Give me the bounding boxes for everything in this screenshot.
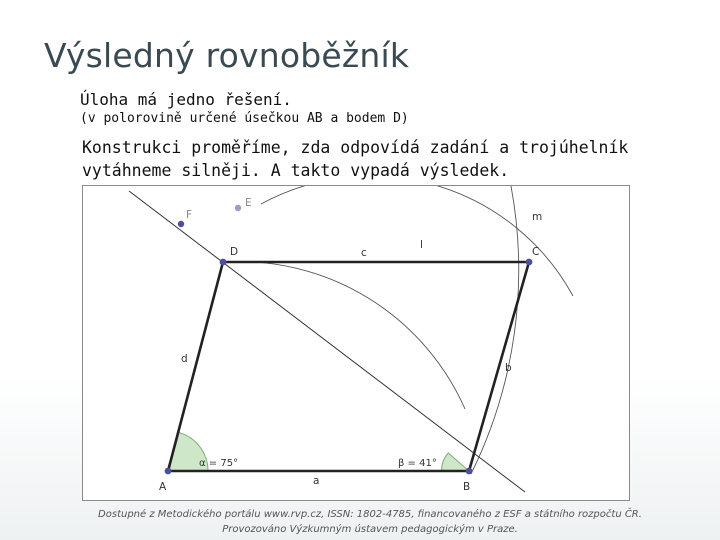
label-circle-l: l [420, 239, 423, 251]
side-d [168, 262, 223, 471]
task-solution-count: Úloha má jedno řešení. [80, 90, 292, 109]
label-angle-beta: β = 41° [398, 458, 437, 469]
slide-footer [90, 507, 650, 537]
point-f [178, 221, 184, 227]
construction-description-line-1: Konstrukci proměříme, zda odpovídá zadání a trojúhelník [82, 138, 629, 157]
construction-description [82, 136, 702, 182]
footer-line-1: Dostupné z Metodického portálu www.rvp.cz, ISSN: 1802-4785, financovaného z ESF a státního rozpočtu ČR. [98, 509, 642, 520]
point-b [466, 468, 473, 475]
label-point-a: A [159, 481, 167, 493]
point-e [235, 205, 241, 211]
label-line-m: m [532, 211, 543, 223]
point-a [165, 468, 172, 475]
arc-k-from-a [223, 261, 465, 409]
angle-beta-wedge [442, 453, 470, 471]
construction-figure [82, 185, 630, 501]
label-point-c: C [532, 246, 540, 258]
label-side-a: a [313, 475, 320, 487]
parallelogram-drawing [83, 186, 629, 500]
footer-line-2: Provozováno Výzkumným ústavem pedagogickým v Praze. [222, 524, 518, 535]
label-point-f: F [186, 209, 193, 221]
label-point-d: D [230, 246, 239, 258]
label-side-d: d [181, 353, 188, 365]
side-b [469, 262, 529, 471]
label-point-e: E [245, 197, 252, 209]
slide-title: Výsledný rovnoběžník [44, 36, 410, 75]
task-halfplane-note: (v polorovině určené úsečkou AB a bodem D) [80, 111, 409, 126]
label-angle-alpha: α = 75° [199, 458, 239, 469]
point-c [526, 259, 533, 266]
label-side-c: c [361, 247, 367, 259]
label-point-b: B [463, 481, 471, 493]
construction-description-line-2: vytáhneme silněji. A takto vypadá výsledek. [82, 161, 510, 180]
arc-l-circle [261, 186, 573, 296]
label-side-b: b [505, 362, 512, 374]
line-m-arc [471, 186, 519, 474]
point-d [220, 259, 227, 266]
